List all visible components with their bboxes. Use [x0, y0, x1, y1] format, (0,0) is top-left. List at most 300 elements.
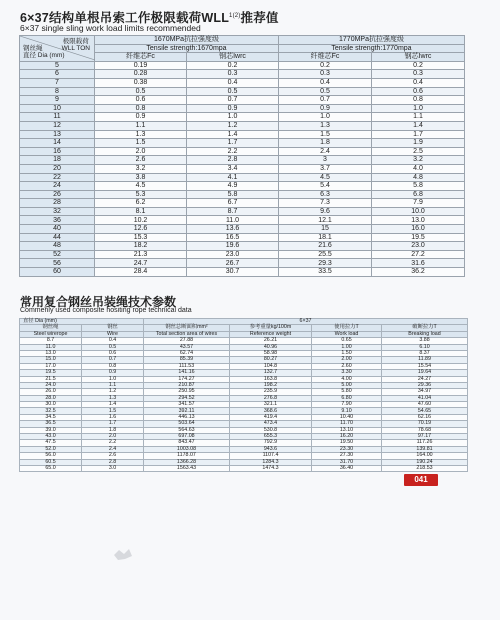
dia-header: 直径 Dia (mm) [20, 319, 144, 325]
value-cell: 0.7 [279, 96, 372, 105]
value-cell: 19.50 [312, 440, 382, 446]
value-cell: 3.2 [95, 164, 187, 173]
value-cell: 30.7 [187, 268, 279, 277]
value-cell: 1.4 [82, 402, 144, 408]
value-cell: 1.3 [279, 121, 372, 130]
col-header-cn: 钢丝 [82, 325, 144, 331]
value-cell: 21.3 [95, 250, 187, 259]
value-cell: 78.68 [382, 427, 468, 433]
corner-bottom-en: 直径 Dia (mm) [23, 52, 65, 60]
table-row [20, 96, 465, 105]
table-row [20, 78, 465, 87]
value-cell: 0.8 [95, 104, 187, 113]
col-fc-1670: 纤维芯Fc [95, 53, 187, 62]
value-cell: 29.36 [382, 382, 468, 388]
value-cell: 7.3 [279, 199, 372, 208]
value-cell: 16.0 [372, 225, 465, 234]
value-cell: 0.65 [312, 338, 382, 344]
value-cell: 446.13 [144, 414, 230, 420]
value-cell: 47.60 [382, 402, 468, 408]
value-cell: 5.8 [187, 190, 279, 199]
value-cell: 19.6 [187, 242, 279, 251]
value-cell: 1.7 [372, 130, 465, 139]
section1-title-sup: 1(2) [229, 12, 241, 19]
corner-top-cn: 极限载荷 [62, 38, 89, 46]
value-cell: 0.5 [82, 344, 144, 350]
value-cell: 32.5 [20, 408, 82, 414]
value-cell: 34.5 [20, 414, 82, 420]
table-row [20, 242, 465, 251]
value-cell: 2.5 [372, 147, 465, 156]
col-iwrc-1670: 钢芯Iwrc [187, 53, 279, 62]
value-cell: 6.10 [382, 344, 468, 350]
table-row [20, 268, 465, 277]
dia-cell: 40 [20, 225, 95, 234]
value-cell: 4.8 [372, 173, 465, 182]
value-cell: 13.0 [20, 350, 82, 356]
value-cell: 1.8 [279, 139, 372, 148]
value-cell: 24.0 [20, 382, 82, 388]
col-header-cn: 破断拉力T [382, 325, 468, 331]
corner-header-cell [20, 36, 95, 62]
dia-cell: 48 [20, 242, 95, 251]
wll-table-body [20, 61, 465, 276]
dia-cell: 7 [20, 78, 95, 87]
value-cell: 47.5 [20, 440, 82, 446]
value-cell: 276.8 [230, 395, 312, 401]
value-cell: 104.8 [230, 363, 312, 369]
value-cell: 5.4 [279, 182, 372, 191]
value-cell: 5.80 [312, 389, 382, 395]
dia-cell: 13 [20, 130, 95, 139]
value-cell: 0.8 [82, 363, 144, 369]
dia-cell: 60 [20, 268, 95, 277]
value-cell: 2.6 [82, 453, 144, 459]
value-cell: 70.19 [382, 421, 468, 427]
value-cell: 0.9 [279, 104, 372, 113]
col-fc-1770: 纤维芯Fc [279, 53, 372, 62]
value-cell: 1563.43 [144, 465, 230, 471]
value-cell: 30.0 [20, 402, 82, 408]
table-row [20, 113, 465, 122]
value-cell: 23.0 [187, 250, 279, 259]
value-cell: 24.27 [382, 376, 468, 382]
value-cell: 21.6 [279, 242, 372, 251]
value-cell: 27.2 [372, 250, 465, 259]
table-row [20, 233, 465, 242]
grade-1770-cn: 1770MPa抗拉强度级 [279, 36, 465, 45]
table-row [20, 190, 465, 199]
table-row [20, 465, 468, 471]
value-cell: 198.2 [230, 382, 312, 388]
value-cell: 139.81 [382, 446, 468, 452]
value-cell: 1178.07 [144, 453, 230, 459]
col-header-en: Steel wirerope [20, 331, 82, 337]
col-header-en: Wire [82, 331, 144, 337]
value-cell: 43.0 [20, 434, 82, 440]
value-cell: 10.2 [95, 216, 187, 225]
value-cell: 0.28 [95, 70, 187, 79]
value-cell: 23.0 [372, 242, 465, 251]
value-cell: 19.64 [382, 370, 468, 376]
dia-cell: 16 [20, 147, 95, 156]
value-cell: 3.30 [312, 370, 382, 376]
value-cell: 15.3 [95, 233, 187, 242]
col-header-cn: 参考重量kg/100m [230, 325, 312, 331]
value-cell: 15 [279, 225, 372, 234]
value-cell: 11.89 [382, 357, 468, 363]
value-cell: 13.6 [187, 225, 279, 234]
value-cell: 1.2 [82, 389, 144, 395]
value-cell: 11.0 [187, 216, 279, 225]
value-cell: 34.97 [382, 389, 468, 395]
value-cell: 1.0 [279, 113, 372, 122]
grade-1670-cn: 1670MPa抗拉强度级 [95, 36, 279, 45]
value-cell: 7.90 [312, 402, 382, 408]
value-cell: 4.1 [187, 173, 279, 182]
value-cell: 2.8 [82, 459, 144, 465]
value-cell: 0.4 [187, 78, 279, 87]
dia-cell: 52 [20, 250, 95, 259]
value-cell: 0.9 [187, 104, 279, 113]
value-cell: 4.5 [95, 182, 187, 191]
value-cell: 58.98 [230, 350, 312, 356]
value-cell: 43.57 [144, 344, 230, 350]
value-cell: 6.7 [187, 199, 279, 208]
value-cell: 31.70 [312, 459, 382, 465]
dia-cell: 36 [20, 216, 95, 225]
value-cell: 1.1 [82, 382, 144, 388]
value-cell: 0.38 [95, 78, 187, 87]
value-cell: 13.0 [372, 216, 465, 225]
value-cell: 40.96 [230, 344, 312, 350]
value-cell: 0.7 [187, 96, 279, 105]
col-header-en: Total section area of wires [144, 331, 230, 337]
value-cell: 6.80 [312, 395, 382, 401]
value-cell: 21.5 [20, 376, 82, 382]
value-cell: 503.64 [144, 421, 230, 427]
table-row [20, 139, 465, 148]
value-cell: 0.19 [95, 61, 187, 70]
value-cell: 0.2 [372, 61, 465, 70]
value-cell: 1.00 [312, 344, 382, 350]
value-cell: 8.7 [187, 207, 279, 216]
value-cell: 12.1 [279, 216, 372, 225]
section2-subtitle: Commenly used composite hositing rope technical data [20, 307, 192, 314]
value-cell: 26.0 [20, 389, 82, 395]
value-cell: 1003.08 [144, 446, 230, 452]
dia-cell: 8 [20, 87, 95, 96]
value-cell: 1107.4 [230, 453, 312, 459]
value-cell: 564.63 [144, 427, 230, 433]
table-row [20, 61, 465, 70]
value-cell: 0.6 [82, 350, 144, 356]
col-header-en: Breaking load [382, 331, 468, 337]
value-cell: 15.0 [20, 357, 82, 363]
value-cell: 2.2 [82, 440, 144, 446]
value-cell: 19.5 [372, 233, 465, 242]
dia-cell: 22 [20, 173, 95, 182]
wll-table [19, 35, 465, 277]
value-cell: 943.6 [230, 446, 312, 452]
value-cell: 1.0 [82, 376, 144, 382]
table-row [20, 259, 465, 268]
value-cell: 31.6 [372, 259, 465, 268]
value-cell: 3 [279, 156, 372, 165]
value-cell: 54.65 [382, 408, 468, 414]
value-cell: 1.5 [95, 139, 187, 148]
value-cell: 0.8 [372, 96, 465, 105]
dia-cell: 32 [20, 207, 95, 216]
value-cell: 117.26 [382, 440, 468, 446]
value-cell: 85.39 [144, 357, 230, 363]
dia-cell: 10 [20, 104, 95, 113]
value-cell: 4.5 [279, 173, 372, 182]
dia-cell: 56 [20, 259, 95, 268]
value-cell: 1.3 [82, 395, 144, 401]
value-cell: 62.16 [382, 414, 468, 420]
value-cell: 97.17 [382, 434, 468, 440]
value-cell: 1.1 [95, 121, 187, 130]
value-cell: 3.4 [187, 164, 279, 173]
value-cell: 18.1 [279, 233, 372, 242]
value-cell: 2.60 [312, 363, 382, 369]
value-cell: 0.2 [279, 61, 372, 70]
col-iwrc-1770: 钢芯Iwrc [372, 53, 465, 62]
value-cell: 60.5 [20, 459, 82, 465]
value-cell: 1366.28 [144, 459, 230, 465]
value-cell: 190.24 [382, 459, 468, 465]
value-cell: 18.2 [95, 242, 187, 251]
value-cell: 1.9 [372, 139, 465, 148]
value-cell: 27.30 [312, 453, 382, 459]
dia-cell: 14 [20, 139, 95, 148]
value-cell: 368.6 [230, 408, 312, 414]
smudge-mark [110, 545, 136, 563]
value-cell: 3.7 [279, 164, 372, 173]
value-cell: 36.5 [20, 421, 82, 427]
value-cell: 697.08 [144, 434, 230, 440]
value-cell: 111.53 [144, 363, 230, 369]
dia-cell: 28 [20, 199, 95, 208]
value-cell: 341.57 [144, 402, 230, 408]
value-cell: 530.8 [230, 427, 312, 433]
value-cell: 250.95 [144, 389, 230, 395]
rope-data-body [20, 338, 468, 472]
value-cell: 24.7 [95, 259, 187, 268]
value-cell: 1.7 [82, 421, 144, 427]
value-cell: 473.4 [230, 421, 312, 427]
dia-cell: 20 [20, 164, 95, 173]
value-cell: 0.4 [279, 78, 372, 87]
value-cell: 23.30 [312, 446, 382, 452]
value-cell: 1.8 [82, 427, 144, 433]
value-cell: 16.5 [187, 233, 279, 242]
value-cell: 6.2 [95, 199, 187, 208]
value-cell: 2.0 [95, 147, 187, 156]
value-cell: 0.6 [372, 87, 465, 96]
value-cell: 15.54 [382, 363, 468, 369]
dia-cell: 11 [20, 113, 95, 122]
value-cell: 419.4 [230, 414, 312, 420]
value-cell: 2.4 [82, 446, 144, 452]
table-row [20, 156, 465, 165]
value-cell: 3.88 [382, 338, 468, 344]
value-cell: 0.3 [279, 70, 372, 79]
value-cell: 1.50 [312, 350, 382, 356]
value-cell: 10.0 [372, 207, 465, 216]
value-cell: 0.5 [95, 87, 187, 96]
col-header-en: Work load [312, 331, 382, 337]
value-cell: 792.9 [230, 440, 312, 446]
table-row [20, 207, 465, 216]
value-cell: 0.5 [279, 87, 372, 96]
value-cell: 1284.3 [230, 459, 312, 465]
value-cell: 2.2 [187, 147, 279, 156]
value-cell: 164.00 [382, 453, 468, 459]
value-cell: 28.0 [20, 395, 82, 401]
dia-cell: 9 [20, 96, 95, 105]
value-cell: 163.8 [230, 376, 312, 382]
value-cell: 33.5 [279, 268, 372, 277]
value-cell: 8.1 [95, 207, 187, 216]
value-cell: 1.2 [187, 121, 279, 130]
construction-header: 6×37 [144, 319, 468, 325]
value-cell: 294.52 [144, 395, 230, 401]
dia-cell: 18 [20, 156, 95, 165]
dia-cell: 26 [20, 190, 95, 199]
rope-data-table [19, 318, 468, 472]
value-cell: 218.53 [382, 465, 468, 471]
table-row [20, 199, 465, 208]
table-row [20, 250, 465, 259]
value-cell: 1.0 [372, 104, 465, 113]
table-row [20, 104, 465, 113]
section1-title-tail: 推荐值 [240, 11, 279, 25]
dia-cell: 44 [20, 233, 95, 242]
value-cell: 41.04 [382, 395, 468, 401]
value-cell: 36.2 [372, 268, 465, 277]
value-cell: 26.21 [230, 338, 312, 344]
value-cell: 3.0 [82, 465, 144, 471]
value-cell: 16.20 [312, 434, 382, 440]
value-cell: 1.4 [187, 130, 279, 139]
value-cell: 0.6 [95, 96, 187, 105]
value-cell: 39.0 [20, 427, 82, 433]
value-cell: 0.4 [372, 78, 465, 87]
value-cell: 5.8 [372, 182, 465, 191]
value-cell: 210.87 [144, 382, 230, 388]
value-cell: 132.7 [230, 370, 312, 376]
section2-title: 常用复合钢丝吊装绳技术参数 [20, 295, 177, 309]
value-cell: 2.4 [279, 147, 372, 156]
value-cell: 6.3 [279, 190, 372, 199]
value-cell: 80.27 [230, 357, 312, 363]
value-cell: 36.40 [312, 465, 382, 471]
section1-subtitle: 6×37 single sling work load limits recommended [20, 23, 201, 33]
value-cell: 0.2 [187, 61, 279, 70]
value-cell: 1.6 [82, 414, 144, 420]
value-cell: 27.88 [144, 338, 230, 344]
value-cell: 1.4 [372, 121, 465, 130]
value-cell: 0.7 [82, 357, 144, 363]
table-row [20, 87, 465, 96]
value-cell: 1.0 [187, 113, 279, 122]
dia-cell: 12 [20, 121, 95, 130]
table-row [20, 130, 465, 139]
table-row [20, 216, 465, 225]
corner-top-en: WLL TON [61, 45, 90, 53]
value-cell: 1.7 [187, 139, 279, 148]
value-cell: 28.4 [95, 268, 187, 277]
table-row [20, 173, 465, 182]
value-cell: 0.5 [187, 87, 279, 96]
grade-1670-en: Tensile strength:1670mpa [95, 44, 279, 53]
value-cell: 5.00 [312, 382, 382, 388]
value-cell: 2.6 [95, 156, 187, 165]
dia-cell: 6 [20, 70, 95, 79]
value-cell: 4.00 [312, 376, 382, 382]
value-cell: 174.27 [144, 376, 230, 382]
value-cell: 26.7 [187, 259, 279, 268]
value-cell: 4.0 [372, 164, 465, 173]
value-cell: 29.3 [279, 259, 372, 268]
table-row [20, 121, 465, 130]
value-cell: 2.8 [187, 156, 279, 165]
table-row [20, 70, 465, 79]
value-cell: 4.9 [187, 182, 279, 191]
value-cell: 62.74 [144, 350, 230, 356]
value-cell: 0.4 [82, 338, 144, 344]
value-cell: 9.6 [279, 207, 372, 216]
value-cell: 1.3 [95, 130, 187, 139]
value-cell: 52.0 [20, 446, 82, 452]
table-row [20, 182, 465, 191]
dia-cell: 5 [20, 61, 95, 70]
value-cell: 0.9 [95, 113, 187, 122]
value-cell: 5.3 [95, 190, 187, 199]
table-row [20, 164, 465, 173]
value-cell: 321.1 [230, 402, 312, 408]
table-row [20, 225, 465, 234]
value-cell: 235.9 [230, 389, 312, 395]
value-cell: 56.0 [20, 453, 82, 459]
table-row [20, 147, 465, 156]
dia-cell: 24 [20, 182, 95, 191]
col-header-en: Reference weight [230, 331, 312, 337]
value-cell: 6.8 [372, 190, 465, 199]
value-cell: 65.0 [20, 465, 82, 471]
value-cell: 3.2 [372, 156, 465, 165]
section1-title-main: 6×37结构单根吊索工作极限载荷WLL [20, 11, 230, 25]
value-cell: 1474.3 [230, 465, 312, 471]
value-cell: 13.10 [312, 427, 382, 433]
col-header-cn: 使用拉力T [312, 325, 382, 331]
value-cell: 0.3 [187, 70, 279, 79]
value-cell: 8.7 [20, 338, 82, 344]
value-cell: 10.40 [312, 414, 382, 420]
value-cell: 655.3 [230, 434, 312, 440]
corner-bottom-cn: 钢丝绳 [23, 45, 43, 53]
value-cell: 8.37 [382, 350, 468, 356]
value-cell: 2.00 [312, 357, 382, 363]
value-cell: 1.1 [372, 113, 465, 122]
value-cell: 1.5 [82, 408, 144, 414]
value-cell: 0.3 [372, 70, 465, 79]
value-cell: 11.0 [20, 344, 82, 350]
value-cell: 2.0 [82, 434, 144, 440]
value-cell: 843.47 [144, 440, 230, 446]
